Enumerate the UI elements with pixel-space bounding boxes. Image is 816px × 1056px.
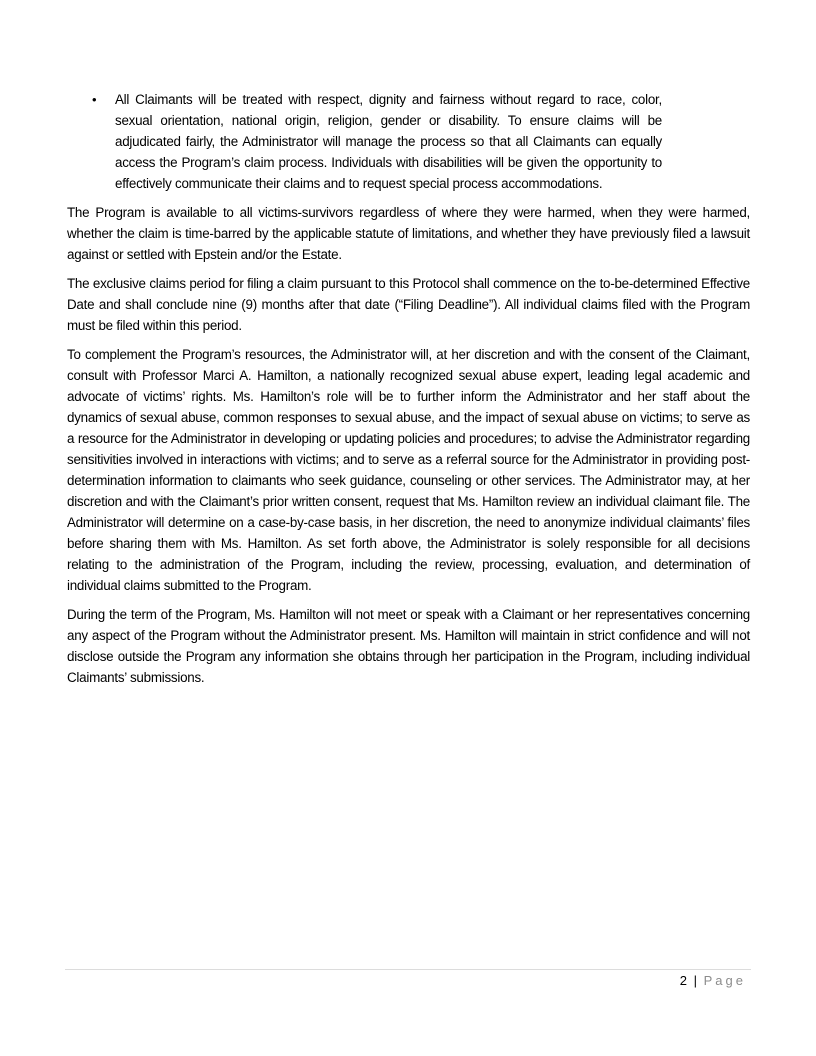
bullet-item xyxy=(67,89,662,194)
page-footer xyxy=(680,973,746,988)
paragraph-confidentiality: During the term of the Program, Ms. Hamilton will not meet or speak with a Claimant or her representatives concerning any aspect of the Program without the Administrator present. Ms. Hamilton will maintain in strict confidence and will not disclose outside the Program any information she obtains through her participation in the Program, including individual Claimants’ submissions. xyxy=(67,607,750,685)
page-label: Page xyxy=(703,973,746,988)
bullet-text: All Claimants will be treated with respect, dignity and fairness without regard to race, color, sexual orientation, national origin, religion, gender or disability. To ensure claims will be adjudicated fairly, the Administrator will manage the process so that all Claimants can equally access the Program’s claim process. Individuals with disabilities will be given the opportunity to effectively communicate their claims and to request special process accommodations. xyxy=(115,92,662,191)
page-body xyxy=(67,89,750,696)
bullet-list xyxy=(67,89,750,194)
paragraph-eligibility: The Program is available to all victims-survivors regardless of where they were harmed, when they were harmed, whether the claim is time-barred by the applicable statute of limitations, and whether they have previously filed a lawsuit against or settled with Epstein and/or the Estate. xyxy=(67,205,750,262)
paragraph-claims-period: The exclusive claims period for filing a claim pursuant to this Protocol shall commence on the to-be-determined Effective Date and shall conclude nine (9) months after that date (“Filing Deadline”). All individual claims filed with the Program must be filed within this period. xyxy=(67,276,750,333)
bullet-icon: • xyxy=(92,92,97,107)
paragraph-expert-consultation: To complement the Program’s resources, the Administrator will, at her discretion and with the consent of the Claimant, consult with Professor Marci A. Hamilton, a nationally recognized sexual abuse expert, leading legal academic and advocate of victims’ rights. Ms. Hamilton’s role will be to further inform the Administrator and her staff about the dynamics of sexual abuse, common responses to sexual abuse, and the impact of sexual abuse on victims; to serve as a resource for the Administrator in developing or updating policies and procedures; to advise the Administrator regarding sensitivities involved in interactions with victims; and to serve as a referral source for the Administrator in providing post-determination information to claimants who seek guidance, counseling or other services. The Administrator may, at her discretion and with the Claimant’s prior written consent, request that Ms. Hamilton review an individual claimant file. The Administrator will determine on a case-by-case basis, in her discretion, the need to anonymize individual claimants’ files before sharing them with Ms. Hamilton. As set forth above, the Administrator is solely responsible for all decisions relating to the administration of the Program, including the review, processing, evaluation, and determination of individual claims submitted to the Program. xyxy=(67,347,750,593)
page-number: 2 xyxy=(679,973,687,988)
footer-divider xyxy=(65,969,751,970)
footer-separator: | xyxy=(693,973,697,988)
